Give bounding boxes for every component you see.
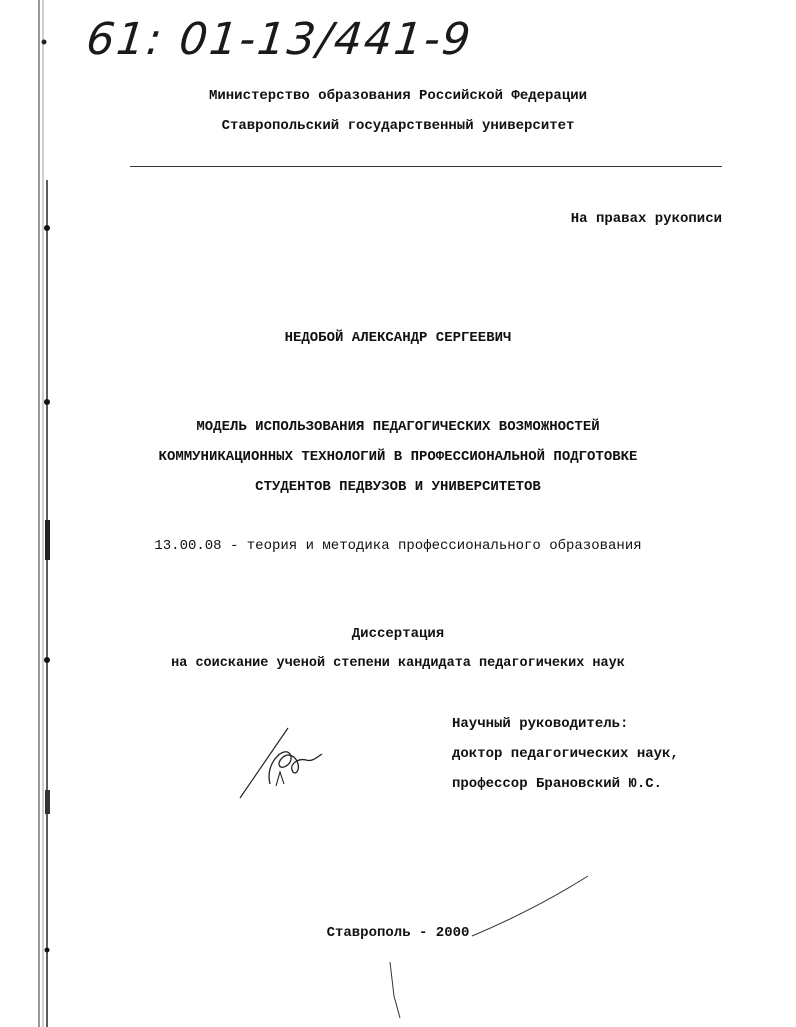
title-line-1: МОДЕЛЬ ИСПОЛЬЗОВАНИЯ ПЕДАГОГИЧЕСКИХ ВОЗМОЖНОСТЕЙ [196,419,600,435]
university-line: Ставропольский государственный университет [221,118,575,134]
ministry-line: Министерство образования Российской Федерации [208,88,588,104]
author-name: НЕДОБОЙ АЛЕКСАНДР СЕРГЕЕВИЧ [284,330,512,346]
supervisor-name: профессор Брановский Ю.С. [452,776,663,792]
signature-mark [236,724,332,804]
supervisor-label: Научный руководитель: [452,716,629,732]
degree-line: на соискание ученой степени кандидата педагогичеких наук [171,656,625,671]
title-line-3: СТУДЕНТОВ ПЕДВУЗОВ И УНИВЕРСИТЕТОВ [255,479,541,495]
pen-stroke-mark-bottom [386,960,406,1020]
rights-note: На правах рукописи [570,211,722,227]
work-type: Диссертация [351,626,445,642]
supervisor-degree: доктор педагогических наук, [452,746,679,762]
title-line-2: КОММУНИКАЦИОННЫХ ТЕХНОЛОГИЙ В ПРОФЕССИОНАЛЬНОЙ ПОДГОТОВКЕ [158,449,638,465]
archive-code-handwritten: 61: 01-13/441-9 [84,14,475,65]
header-divider [130,166,722,167]
specialty-code: 13.00.08 - теория и методика профессионального образования [154,538,642,554]
place-year: Ставрополь - 2000 [326,925,470,941]
scan-edge-artifact [36,0,50,1027]
